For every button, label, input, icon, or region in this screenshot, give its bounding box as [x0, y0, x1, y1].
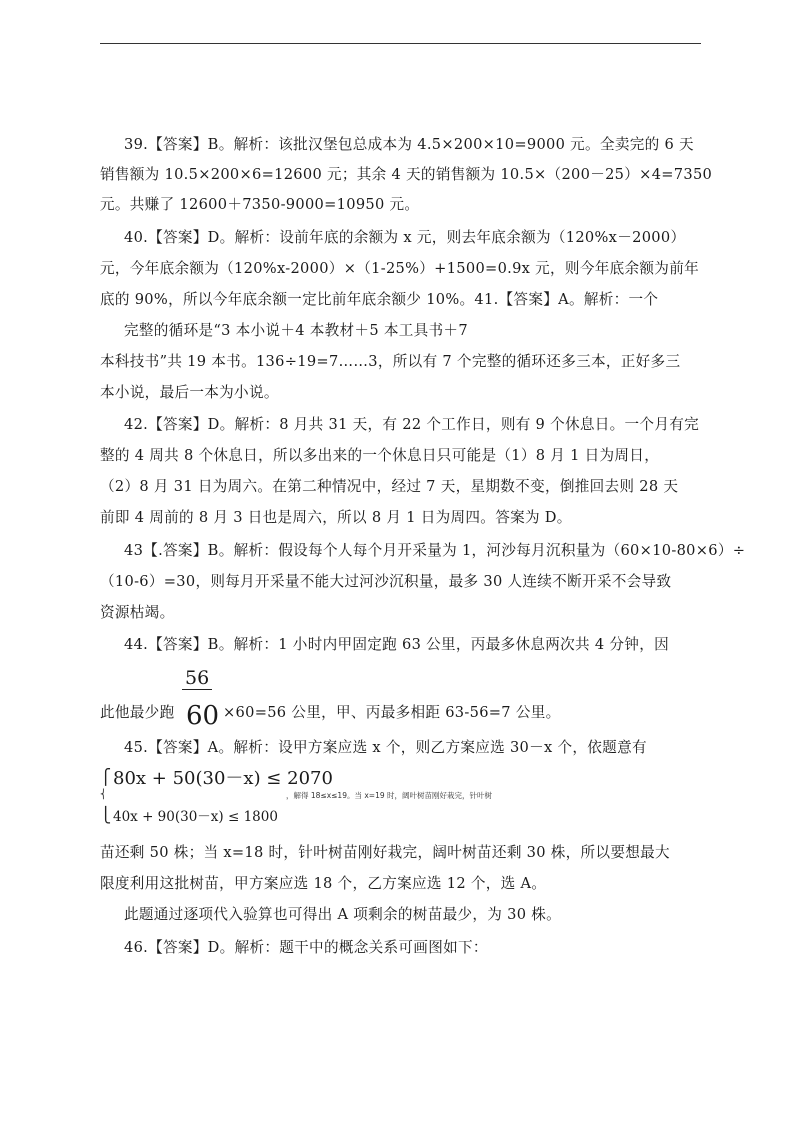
text-line: 此他最少跑 [100, 704, 175, 721]
text-line: 本科技书”共 19 本书。136÷19=7……3，所以有 7 个完整的循环还多三本，正好多三 [100, 353, 681, 370]
text-line: 此题通过逐项代入验算也可得出 A 项剩余的树苗最少，为 30 株。 [124, 906, 562, 923]
brace-middle: ⎨ [100, 790, 107, 800]
equation-2: 40x + 90(30－x) ≤ 1800 [113, 809, 278, 825]
header-rule [100, 43, 701, 44]
text-line: 苗还剩 50 株；当 x=18 时，针叶树苗刚好栽完，阔叶树苗还剩 30 株，所以要想最大 [100, 844, 670, 861]
text-line: 44.【答案】B。解析：1 小时内甲固定跑 63 公里，丙最多休息两次共 4 分钟，因 [124, 636, 669, 653]
fraction-denominator: 60 [186, 701, 220, 731]
text-line: （10-6）=30，则每月开采量不能大过河沙沉积量，最多 30 人连续不断开采不会导致 [100, 573, 672, 590]
text-line: 本小说，最后一本为小说。 [100, 384, 279, 401]
text-line: ×60=56 公里，甲、丙最多相距 63-56=7 公里。 [223, 704, 561, 721]
equation-1: 80x + 50(30－x) ≤ 2070 [113, 768, 333, 789]
text-line: 完整的循环是“3 本小说＋4 本教材＋5 本工具书＋7 [124, 322, 468, 339]
text-line: 39.【答案】B。解析：该批汉堡包总成本为 4.5×200×10=9000 元。全卖完的 6 天 [124, 136, 694, 153]
brace-top: ⎧ [100, 768, 112, 786]
text-line: 整的 4 周共 8 个休息日，所以多出来的一个休息日只可能是（1）8 月 1 日为周日， [100, 447, 660, 464]
text-line: 46.【答案】D。解析：题干中的概念关系可画图如下： [124, 939, 488, 956]
text-line: 45.【答案】A。解析：设甲方案应选 x 个，则乙方案应选 30－x 个，依题意有 [124, 739, 647, 756]
text-line: 元，今年底余额为（120%x-2000）×（1-25%）+1500=0.9x 元，则今年底余额为前年 [100, 260, 699, 277]
equation-note: ，解得 18≤x≤19。当 x=19 时，阔叶树苗刚好栽完，针叶树 [286, 791, 493, 800]
text-line: 元。共赚了 12600＋7350-9000=10950 元。 [100, 196, 420, 213]
text-line: 资源枯竭。 [100, 604, 175, 621]
brace-bottom: ⎩ [100, 806, 112, 824]
text-line: 底的 90%，所以今年底余额一定比前年底余额少 10%。41.【答案】A。解析：一个 [100, 291, 659, 308]
text-line: 43【.答案】B。解析：假设每个人每个月开采量为 1，河沙每月沉积量为（60×10-80×6）÷ [124, 542, 746, 559]
fraction-numerator: 56 [182, 667, 212, 690]
text-line: 42.【答案】D。解析：8 月共 31 天，有 22 个工作日，则有 9 个休息日。一个月有完 [124, 416, 700, 433]
text-line: 限度利用这批树苗，甲方案应选 18 个，乙方案应选 12 个，选 A。 [100, 875, 547, 892]
text-line: 前即 4 周前的 8 月 3 日也是周六，所以 8 月 1 日为周四。答案为 D。 [100, 509, 572, 526]
text-line: （2）8 月 31 日为周六。在第二种情况中，经过 7 天，星期数不变，倒推回去则 28 天 [100, 478, 679, 495]
text-line: 销售额为 10.5×200×6=12600 元；其余 4 天的销售额为 10.5×（200－25）×4=7350 [100, 166, 713, 183]
text-line: 40.【答案】D。解析：设前年底的余额为 x 元，则去年底余额为（120%x－2000） [124, 229, 686, 246]
